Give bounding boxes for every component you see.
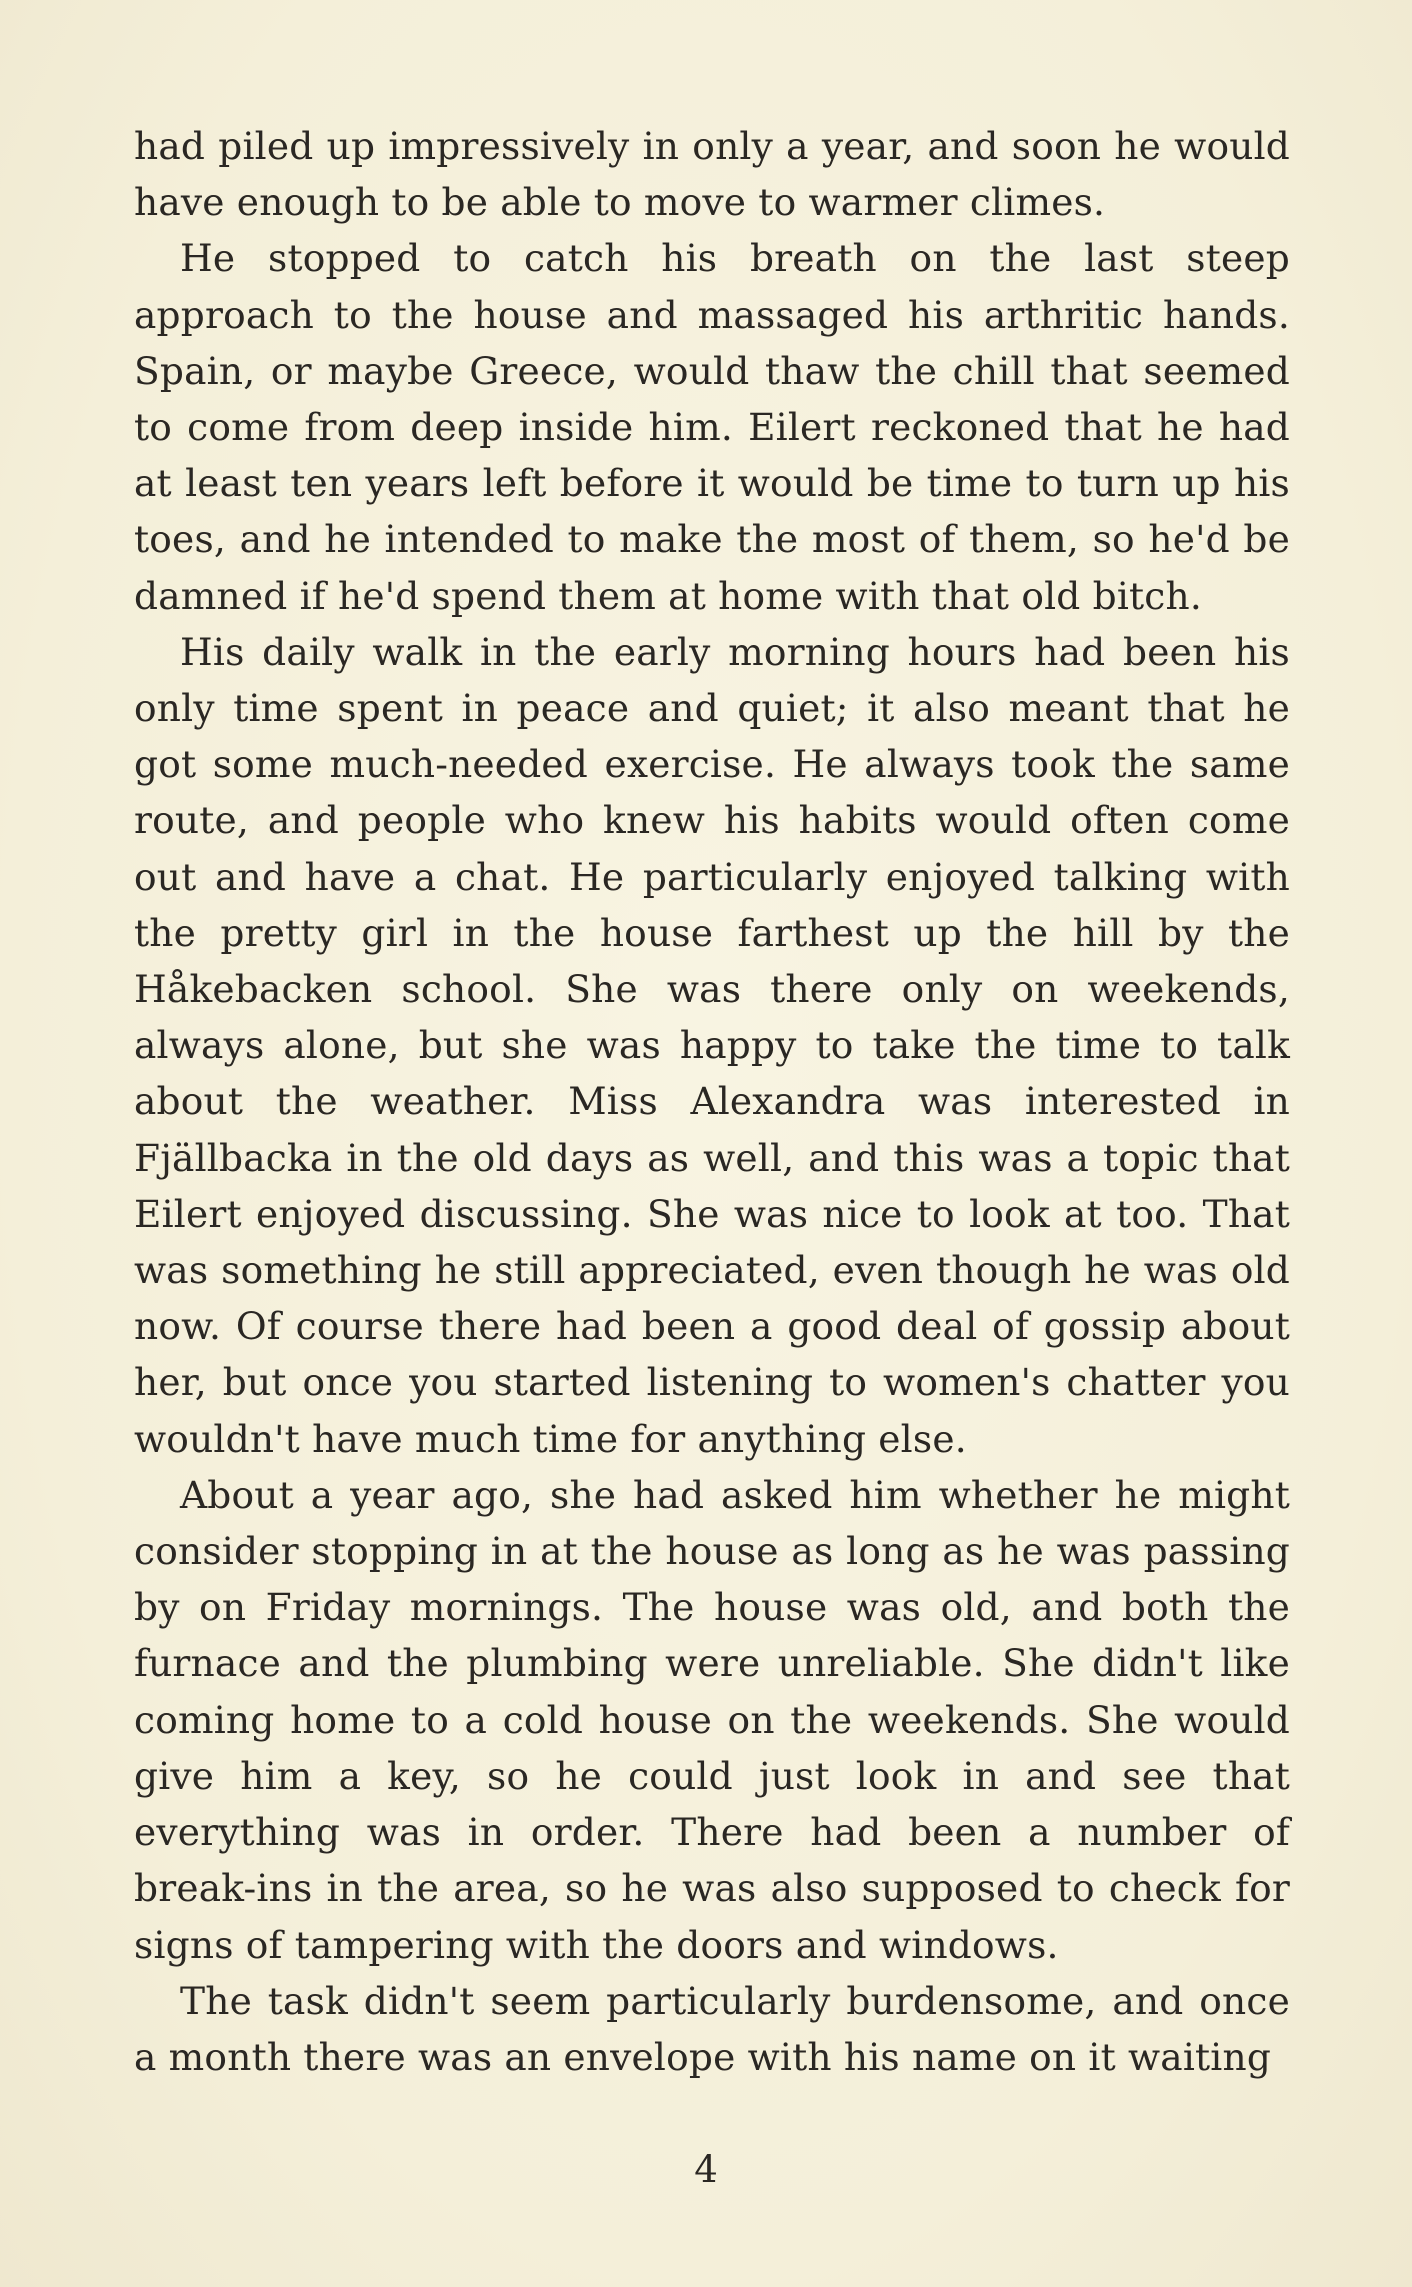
paragraph-5: The task didn't seem particularly burdensome, and once a month there was an envelope with his name on it waiting	[134, 1978, 1290, 2079]
paragraph-1: had piled up impressively in only a year, and soon he would have enough to be able to move to warmer climes.	[134, 124, 1290, 225]
paragraph-2: He stopped to catch his breath on the last steep approach to the house and massaged his arthritic hands. Spain, or maybe Greece, would thaw the chill that seemed to come from deep inside him. Eilert reckoned that he had at least ten years left before it would be time to turn up his toes, and he intended to make the most of them, so he'd be damned if he'd spend them at home with that old bitch.	[134, 236, 1290, 618]
paragraph-4: About a year ago, she had asked him whether he might consider stopping in at the house as long as he was passing by on Friday mornings. The house was old, and both the furnace and the plumbing were unreliable. She didn't like coming home to a cold house on the weekends. She would give him a key, so he could just look in and see that everything was in order. There had been a number of break-ins in the area, so he was also supposed to check for signs of tampering with the doors and windows.	[134, 1472, 1290, 1967]
page-number: 4	[694, 2148, 718, 2191]
body-text	[134, 118, 1290, 2085]
paragraph-3: His daily walk in the early morning hours had been his only time spent in peace and quiet; it also meant that he got some much-needed exercise. He always took the same route, and people who knew his habits would often come out and have a chat. He particularly enjoyed talking with the pretty girl in the house farthest up the hill by the Håkebacken school. She was there only on weekends, always alone, but she was happy to take the time to talk about the weather. Miss Alexandra was interested in Fjällbacka in the old days as well, and this was a topic that Eilert enjoyed discussing. She was nice to look at too. That was something he still appreciated, even though he was old now. Of course there had been a good deal of gossip about her, but once you started listening to women's chatter you wouldn't have much time for anything else.	[134, 629, 1290, 1461]
